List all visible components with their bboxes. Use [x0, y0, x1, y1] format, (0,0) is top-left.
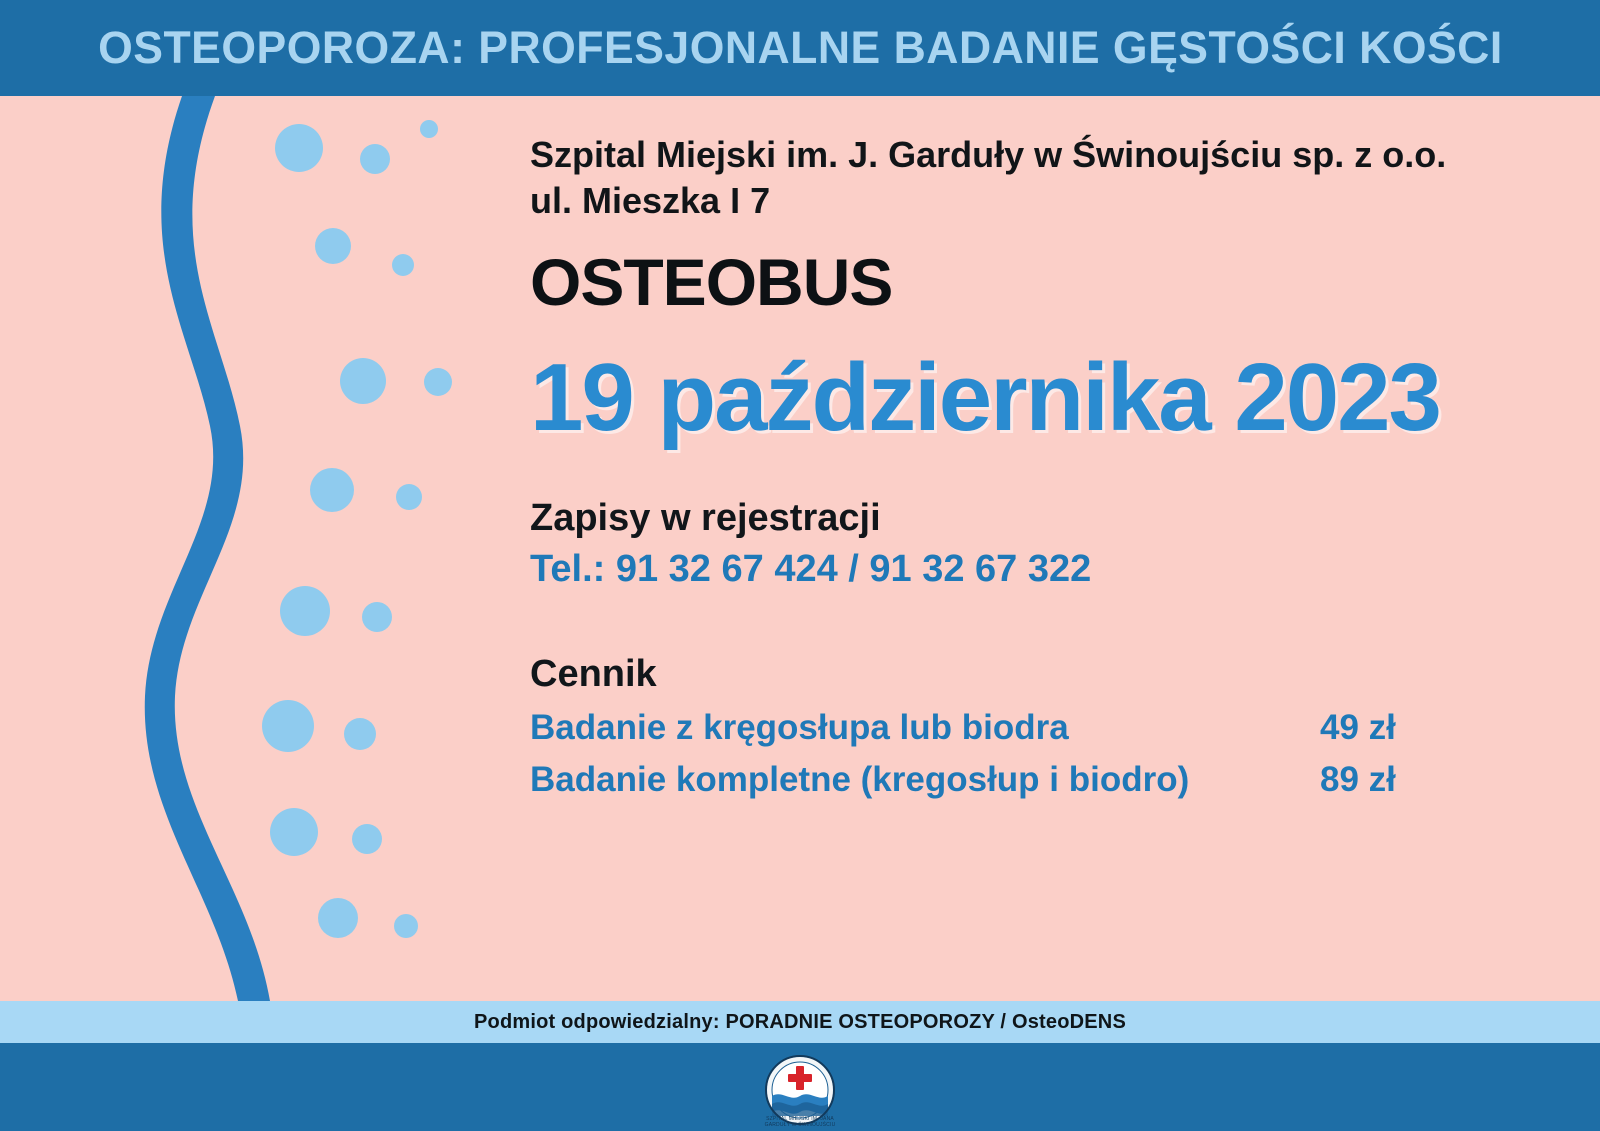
bubble-decoration	[392, 254, 414, 276]
price-row	[530, 708, 1560, 748]
bottom-band	[0, 1043, 1600, 1131]
event-date: 19 października 2023	[530, 344, 1440, 452]
price-label: Badanie z kręgosłupa lub biodra	[530, 707, 1069, 747]
bubble-decoration	[352, 824, 382, 854]
bubble-decoration	[362, 602, 392, 632]
hospital-logo	[758, 1050, 842, 1130]
hospital-name: Szpital Miejski im. J. Garduły w Świnoujściu sp. z o.o.	[530, 134, 1447, 175]
footer-strip	[0, 1001, 1600, 1043]
bubble-decoration	[275, 124, 323, 172]
price-row	[530, 760, 1560, 800]
bubble-decoration	[310, 468, 354, 512]
phone-numbers: Tel.: 91 32 67 424 / 91 32 67 322	[530, 547, 1092, 590]
bubble-decoration	[360, 144, 390, 174]
bubble-decoration	[280, 586, 330, 636]
signup-heading: Zapisy w rejestracji	[530, 496, 881, 539]
price-value: 49 zł	[1320, 707, 1396, 747]
spine-curve-decoration	[120, 96, 460, 1001]
bubble-decoration	[315, 228, 351, 264]
pricing-heading: Cennik	[530, 652, 657, 695]
bubble-decoration	[262, 700, 314, 752]
page-title: OSTEOPOROZA: PROFESJONALNE BADANIE GĘSTOŚCI KOŚCI	[97, 22, 1503, 73]
main-panel	[0, 96, 1600, 1001]
content-block	[530, 132, 1560, 800]
logo-caption: SZPITAL MIEJSKI IM. JANA GARDUŁY W ŚWINOUJŚCIU	[764, 1116, 836, 1128]
bubble-decoration	[344, 718, 376, 750]
bubble-decoration	[270, 808, 318, 856]
bubble-decoration	[340, 358, 386, 404]
hospital-address: ul. Mieszka I 7	[530, 180, 771, 222]
top-banner	[0, 0, 1600, 96]
bubble-decoration	[394, 914, 418, 938]
responsible-entity-text: Podmiot odpowiedzialny: PORADNIE OSTEOPOROZY / OsteoDENS	[473, 1010, 1126, 1033]
price-label: Badanie kompletne (kregosłup i biodro)	[530, 759, 1190, 799]
bubble-decoration	[424, 368, 452, 396]
program-name: OSTEOBUS	[530, 245, 893, 320]
price-value: 89 zł	[1320, 759, 1396, 799]
bubble-decoration	[420, 120, 438, 138]
bubble-decoration	[318, 898, 358, 938]
bubble-decoration	[396, 484, 422, 510]
